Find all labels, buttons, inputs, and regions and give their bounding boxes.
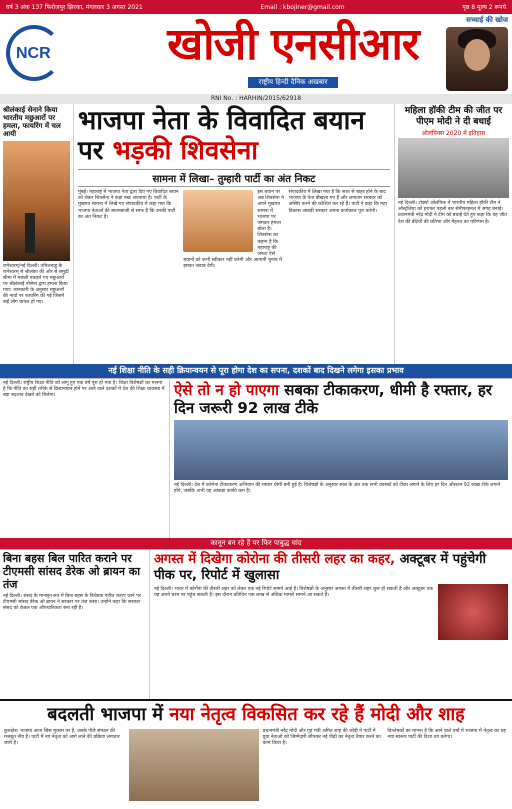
masthead	[0, 14, 512, 94]
education-story	[0, 379, 170, 538]
tmc-headline[interactable]: बिना बहस बिल पारित कराने पर टीएमसी सांसद डेरेक ओ ब्रायन का तंज	[3, 552, 141, 591]
education-text: नई दिल्ली। राष्ट्रीय शिक्षा नीति को लागू हुए एक वर्ष पूरा हो गया है। शिक्षा विशेषज्ञों का मानना है कि नीति का सही तरीके से क्रियान्वयन होने पर आने वाले दशकों में देश की शिक्षा व्यवस्था में बड़ा बदलाव देखने को मिलेगा।	[3, 381, 165, 399]
hockey-story	[394, 104, 512, 364]
modi-shah-photo	[129, 729, 259, 801]
issue-info: वर्ष 3 अंक 137 फिरोजपुर झिरका, मंगलवार 3 अगस्त 2021	[6, 4, 143, 11]
bottom-story	[0, 699, 512, 809]
covid-headline[interactable]	[154, 552, 508, 584]
covid-story	[150, 550, 512, 699]
left-story	[0, 104, 74, 364]
bottom-headline-b: नया नेतृत्व विकसित कर रहे हैं मोदी और शाह	[169, 704, 465, 725]
tmc-band: कानून बन रहे हैं पर फिर पाबुद्ध चांद	[0, 538, 512, 549]
left-text: रामेश्वरम्/नई दिल्ली। तमिलनाडु के रामेश्वरम् से श्रीलंका की ओर से समुद्री सीमा में मछली पकड़ने गए मछुआरों पर श्रीलंकाई नौसेना द्वारा हमला किया गया। जानकारी के अनुसार मछुआरों की नावों पर फायरिंग की गई जिसमें कई लोग घायल हो गए।	[3, 264, 69, 305]
bottom-headline-a: बदलती भाजपा में	[47, 704, 164, 725]
vaccine-headline-b: सबका टीकाकरण, धीमी है रफ्तार, हर दिन जरूरी 92 लाख टीके	[174, 381, 492, 417]
bottom-text-2: प्रधानमंत्री नरेंद्र मोदी और गृह मंत्री अमित शाह की जोड़ी ने पार्टी में युवा नेताओं को जिम्मेदारी सौंपकर नई पीढ़ी का नेतृत्व तैयार करने का काम किया है।	[262, 729, 381, 747]
logo-text: NCR	[16, 45, 51, 62]
hockey-text: नई दिल्ली। टोक्यो ओलंपिक में भारतीय महिला हॉकी टीम ने ऑस्ट्रेलिया को हराकर पहली बार सेमीफाइनल में जगह बनाई। प्रधानमंत्री नरेंद्र मोदी ने टीम को बधाई देते हुए कहा कि यह जीत देश की बेटियों की प्रतिभा और मेहनत का परिणाम है।	[398, 201, 507, 225]
fisherman-photo	[3, 141, 70, 261]
uddhav-photo	[183, 190, 253, 252]
bottom-text-1: कुरुक्षेत्र। भाजपा आज जिस मुकाम पर है, उसके पीछे संगठन की मजबूत नींव है। पार्टी में नए नेतृत्व को आगे लाने की प्रक्रिया लगातार जारी है।	[4, 729, 120, 747]
lead-col-2: इस बयान पर अब शिवसेना ने अपने मुखपत्र सामना में भाजपा पर जमकर हमला बोला है। शिवसेना का कहना है कि महाराष्ट्र की जनता ऐसे बयानों को कभी स्वीकार नहीं करेगी और आगामी चुनाव में इसका जवाब देगी।	[183, 190, 284, 270]
tmc-text: नई दिल्ली। संसद के मानसून सत्र में बिना बहस के विधेयक पारित कराए जाने पर टीएमसी सांसद डेरेक ओ ब्रायन ने सरकार पर तंज कसा। उन्होंने कहा कि सरकार संसद को केवल एक औपचारिकता बना रही है।	[3, 594, 141, 612]
left-headline[interactable]: श्रीलंकाई सेनाने किया भारतीय मछुआरों पर हमला, फायरिंग में चल आयी	[3, 106, 61, 138]
lead-headline-b: भड़की शिवसेना	[112, 136, 259, 166]
vaccine-headline[interactable]	[174, 381, 508, 417]
lead-subhead: सामना में लिखा– तुम्हारी पार्टी का अंत निकट	[78, 169, 390, 187]
lead-story	[74, 104, 394, 364]
vaccine-text: नई दिल्ली। देश में कोरोना टीकाकरण अभियान की रफ्तार धीमी बनी हुई है। विशेषज्ञों के अनुसार साल के अंत तक सभी वयस्कों को टीका लगाने के लिए हर दिन औसतन 92 लाख टीके लगाने होंगे, जबकि अभी यह आंकड़ा काफी कम है।	[174, 483, 501, 495]
editor-portrait	[446, 27, 508, 91]
tmc-story	[0, 550, 150, 699]
registration-number: RNI No. : HARHIN/2015/62918	[0, 94, 512, 104]
hockey-kicker: ओलंपिक्स 2020 में इतिहास	[421, 130, 486, 137]
covid-headline-a: अगस्त में दिखेगा कोरोना की तीसरी लहर का कहर,	[154, 552, 396, 567]
vaccine-headline-a: ऐसे तो न हो पाएगा	[174, 381, 279, 399]
hockey-headline[interactable]: महिला हॉकी टीम की जीत पर पीएम मोदी ने दी बधाई	[404, 106, 503, 127]
lead-col-1: मुंबई। महाराष्ट्र में भाजपा नेता द्वारा दिए गए विवादित बयान को लेकर शिवसेना ने कड़ा रुख अपनाया है। पार्टी के मुखपत्र सामना में लिखे गए संपादकीय में कहा गया कि भाजपा नेताओं की बयानबाजी से साफ है कि उनकी पार्टी का अंत निकट है।	[78, 190, 179, 220]
email[interactable]: Email : kbojiner@gmail.com	[260, 3, 345, 11]
vaccination-photo	[174, 420, 508, 480]
covid-headline-b: अक्टूबर में पहुंचेगी पीक पर, रिपोर्ट में खुलासा	[154, 552, 486, 583]
covid-text: नई दिल्ली। भारत में कोरोना की तीसरी लहर को लेकर एक नई रिपोर्ट सामने आई है। विशेषज्ञों के अनुसार अगस्त में तीसरी लहर शुरू हो सकती है और अक्टूबर तक यह अपने चरम पर पहुंच सकती है। इस दौरान प्रतिदिन एक लाख से अधिक मामले सामने आ सकते हैं।	[154, 587, 433, 599]
topbar	[0, 0, 512, 14]
lead-headline[interactable]	[78, 106, 390, 166]
bottom-headline[interactable]	[4, 704, 508, 726]
lead-headline-a: भाजपा नेता के विवादित बयान पर	[78, 106, 365, 166]
education-band[interactable]: नई शिक्षा नीति के सही क्रियान्वयन से पूरा होगा देश का सपना, दशकों बाद दिखने लगेगा इसका प्रभाव	[0, 364, 512, 378]
page-info: पृष्ठ 8 मूल्य 2 रूपये	[462, 4, 506, 11]
tagline: राष्ट्रीय हिन्दी दैनिक अखबार	[248, 77, 337, 88]
newspaper-name: खोजी एनसीआर	[167, 18, 419, 70]
bottom-text-3: विश्लेषकों का मानना है कि आने वाले वर्षों में भाजपा में नेतृत्व का यह नया स्वरूप पार्टी की दिशा तय करेगा।	[387, 729, 506, 741]
masthead-right-label: सच्चाई की खोज	[466, 16, 508, 24]
lead-col-3: संपादकीय में लिखा गया है कि सत्ता से बाहर होने के बाद भाजपा के नेता बौखला गए हैं और लगातार सरकार को अस्थिर करने की कोशिश कर रहे हैं। पार्टी ने कहा कि महा विकास अघाड़ी सरकार अपना कार्यकाल पूरा करेगी।	[288, 190, 387, 214]
modi-video-call-photo	[398, 138, 509, 198]
ncr-logo	[4, 19, 74, 89]
virus-image	[438, 584, 508, 640]
vaccine-story	[170, 379, 512, 538]
